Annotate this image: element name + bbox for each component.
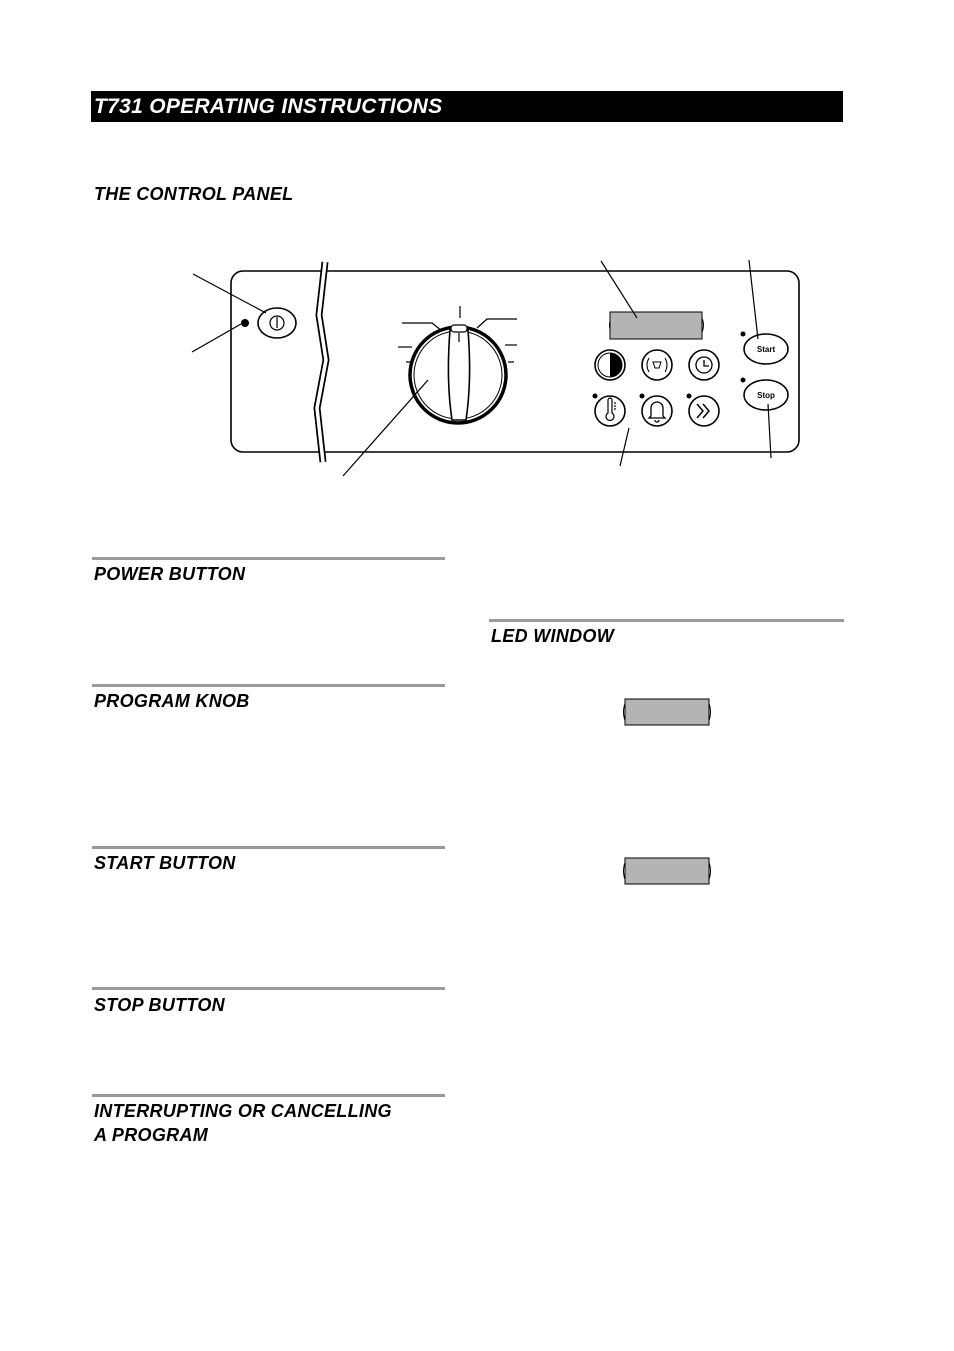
- stop-button-label: Stop: [757, 391, 775, 400]
- start-led: [741, 332, 746, 337]
- led-window-panel: [610, 312, 704, 339]
- rule-stop-button: [92, 987, 445, 990]
- leader-power-button: [193, 274, 266, 313]
- rule-start-button: [92, 846, 445, 849]
- heading-start-button: START BUTTON: [94, 853, 236, 873]
- control-panel-subtitle: THE CONTROL PANEL: [94, 184, 294, 204]
- start-button-label: Start: [756, 345, 776, 354]
- control-panel-diagram: [0, 0, 954, 520]
- heading-interrupting: [94, 1099, 392, 1147]
- rule-led-window: [489, 619, 844, 622]
- led-window-illustration-2: [620, 856, 714, 886]
- power-led: [241, 319, 249, 327]
- fast-led: [687, 394, 692, 399]
- heading-interrupting-line-2: A PROGRAM: [94, 1125, 209, 1145]
- heading-led-window: LED WINDOW: [491, 626, 614, 646]
- leader-led-window: [601, 261, 637, 318]
- heading-power-button: POWER BUTTON: [94, 564, 246, 584]
- heading-program-knob: PROGRAM KNOB: [94, 691, 250, 711]
- heading-stop-button: STOP BUTTON: [94, 995, 225, 1015]
- program-knob-grip: [448, 330, 469, 420]
- fast-button: [689, 396, 719, 426]
- led-window-illustration-1: [620, 697, 714, 727]
- stop-led: [741, 378, 746, 383]
- rule-power-button: [92, 557, 445, 560]
- temperature-button: [595, 396, 625, 426]
- rule-interrupting: [92, 1094, 445, 1097]
- page-title: T731 OPERATING INSTRUCTIONS: [91, 91, 843, 122]
- heading-interrupting-line-1: INTERRUPTING OR CANCELLING: [94, 1101, 392, 1121]
- leader-stop-button: [768, 404, 771, 458]
- buzzer-led: [640, 394, 645, 399]
- temperature-led: [593, 394, 598, 399]
- rule-program-knob: [92, 684, 445, 687]
- leader-start-button: [749, 260, 758, 339]
- leader-power-led: [192, 324, 241, 352]
- leader-option-buttons: [620, 428, 629, 466]
- leader-program-knob: [343, 380, 428, 476]
